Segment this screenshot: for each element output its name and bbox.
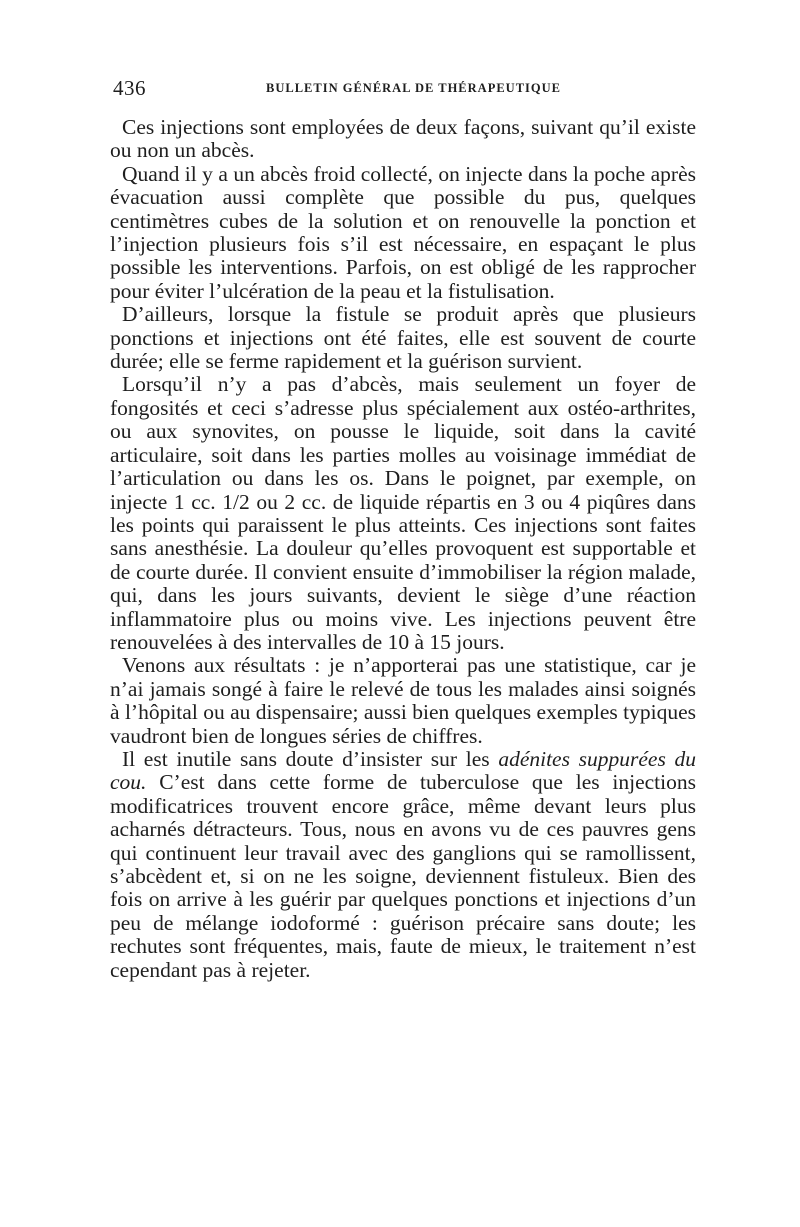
journal-title: BULLETIN GÉNÉRAL DE THÉRAPEUTIQUE: [266, 81, 561, 95]
paragraph-results: Venons aux résultats : je n’apporterai pas une statistique, car je n’ai jamais songé à faire le relevé de tous les malades ainsi soignés à l’hôpital ou au dispensaire; aussi bien quelques exemples typiques vaudront bien de longues séries de chiffres.: [110, 653, 696, 748]
paragraph-fistula: D’ailleurs, lorsque la fistule se produit après que plusieurs ponctions et injections ont été faites, elle est souvent de courte durée; elle se ferme rapidement et la guérison survient.: [110, 302, 696, 374]
paragraph-injection-methods: Ces injections sont employées de deux façons, suivant qu’il existe ou non un abcès.: [110, 115, 696, 163]
body-text: [110, 116, 696, 982]
italic-term-adenitis: adénites suppurées du cou.: [110, 746, 696, 795]
page-number: 436: [113, 76, 146, 100]
paragraph-neck-adenitis-rest: C’est dans cette forme de tuberculose que les injections modificatrices trouvent encore grâce, même devant leurs plus acharnés détracteurs. Tous, nous en avons vu de ces pauvres gens qui continuent leur travail avec des ganglions qui se ramollissent, s’abcèdent et, si on ne les soigne, deviennent fistuleux. Bien des fois on arrive à les guérir par quelques ponctions et injections d’un peu de mélange iodoformé : guérison précaire sans doute; les rechutes sont fréquentes, mais, faute de mieux, le traitement n’est cependant pas à rejeter.: [110, 770, 696, 982]
paragraph-neck-adenitis-intro: Il est inutile sans doute d’insister sur les: [122, 746, 499, 771]
paragraph-cold-abscess: Quand il y a un abcès froid collecté, on injecte dans la poche après évacuation aussi complète que possible du pus, quelques centimètres cubes de la solution et on renouvelle la ponction et l’injection plusieurs fois s’il est nécessaire, en espaçant le plus possible les interventions. Parfois, on est obligé de les rapprocher pour éviter l’ulcération de la peau et la fistulisation.: [110, 161, 696, 303]
running-head: [113, 76, 695, 100]
paragraph-no-abscess: Lorsqu’il n’y a pas d’abcès, mais seulement un foyer de fongosités et ceci s’adresse plus spécialement aux ostéo-arthrites, ou aux synovites, on pousse le liquide, soit dans la cavité articulaire, soit dans les parties molles au voisinage immédiat de l’articulation ou dans les os. Dans le poignet, par exemple, on injecte 1 cc. 1/2 ou 2 cc. de liquide répartis en 3 ou 4 piqûres dans les points qui paraissent le plus atteints. Ces injections sont faites sans anesthésie. La douleur qu’elles provoquent est supportable et de courte durée. Il convient ensuite d’immobiliser la région malade, qui, dans les jours suivants, devient le siège d’une réaction inflammatoire plus ou moins vive. Les injections peuvent être renouvelées à des intervalles de 10 à 15 jours.: [110, 372, 696, 654]
paragraph-neck-adenitis: [110, 748, 696, 982]
